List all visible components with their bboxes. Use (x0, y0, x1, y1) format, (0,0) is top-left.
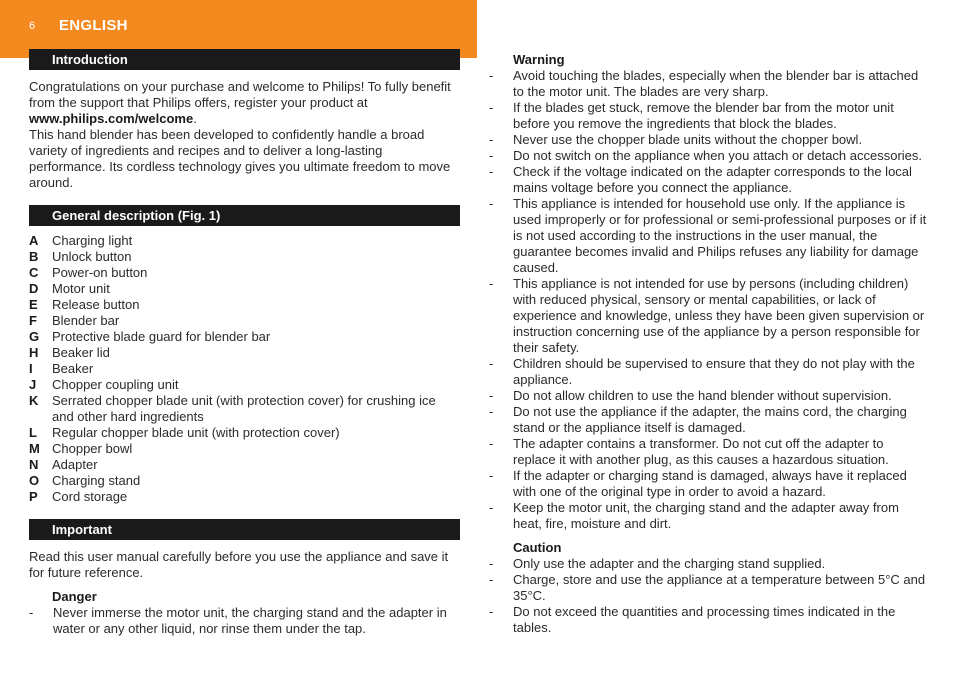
bullet-dash: - (489, 356, 494, 371)
bullet-text: Do not exceed the quantities and processing times indicated in the tables. (513, 604, 896, 635)
bullet-dash: - (489, 468, 494, 483)
bullet-item (489, 100, 929, 132)
intro-paragraph-2: This hand blender has been developed to confidently handle a broad variety of ingredients and recipes and to deliver a long-lasting performance. Its cordless technology gives you ultimate freedom to move around. (29, 127, 451, 190)
bullet-item (489, 468, 929, 500)
bullet-text: If the blades get stuck, remove the blender bar from the motor unit before you remove the ingredients that block the blades. (513, 100, 894, 131)
bullet-item (29, 605, 460, 637)
bullet-item (489, 196, 929, 276)
parts-list-item (29, 233, 460, 249)
bullet-dash: - (489, 100, 494, 115)
bullet-dash: - (29, 605, 34, 620)
bullet-text: Never immerse the motor unit, the charging stand and the adapter in water or any other liquid, nor rinse them under the tap. (53, 605, 447, 636)
bullet-text: Do not use the appliance if the adapter, the mains cord, the charging stand or the appliance itself is damaged. (513, 404, 907, 435)
bullet-dash: - (489, 148, 494, 163)
bullet-text: Only use the adapter and the charging stand supplied. (513, 556, 826, 571)
danger-list (29, 605, 460, 637)
parts-list-item (29, 361, 460, 377)
bullet-text: Children should be supervised to ensure that they do not play with the appliance. (513, 356, 915, 387)
parts-list-item (29, 345, 460, 361)
part-label: Chopper bowl (52, 441, 133, 456)
page-number: 6 (29, 20, 36, 32)
parts-list-item (29, 393, 460, 425)
parts-list-item (29, 425, 460, 441)
part-label: Serrated chopper blade unit (with protection cover) for crushing ice and other hard ingredients (52, 393, 436, 424)
bullet-dash: - (489, 572, 494, 587)
bullet-text: This appliance is not intended for use by persons (including children) with reduced physical, sensory or mental capabilities, or lack of experience and knowledge, unless they have been given supervision or instruction concerning use of the appliance by a person responsible for their safety. (513, 276, 925, 355)
parts-list (29, 233, 460, 505)
bullet-dash: - (489, 276, 494, 291)
part-letter: F (29, 313, 37, 328)
registration-link[interactable]: www.philips.com/welcome (29, 111, 194, 126)
warning-heading: Warning (513, 52, 565, 67)
left-column (29, 49, 460, 637)
important-heading: Important (29, 519, 460, 540)
bullet-item (489, 572, 929, 604)
parts-list-item (29, 297, 460, 313)
bullet-item (489, 148, 929, 164)
bullet-text: If the adapter or charging stand is damaged, always have it replaced with one of the original type in order to avoid a hazard. (513, 468, 907, 499)
part-label: Charging stand (52, 473, 141, 488)
bullet-dash: - (489, 388, 494, 403)
bullet-text: Never use the chopper blade units without the chopper bowl. (513, 132, 863, 147)
bullet-text: Charge, store and use the appliance at a temperature between 5°C and 35°C. (513, 572, 926, 603)
general-description-heading: General description (Fig. 1) (29, 205, 460, 226)
bullet-text: Do not allow children to use the hand blender without supervision. (513, 388, 892, 403)
bullet-text: Do not switch on the appliance when you attach or detach accessories. (513, 148, 923, 163)
bullet-item (489, 404, 929, 436)
warning-list (489, 68, 929, 532)
bullet-item (489, 604, 929, 636)
part-letter: J (29, 377, 37, 392)
part-label: Chopper coupling unit (52, 377, 179, 392)
bullet-text: The adapter contains a transformer. Do not cut off the adapter to replace it with another plug, as this causes a hazardous situation. (513, 436, 889, 467)
parts-list-item (29, 329, 460, 345)
parts-list-item (29, 473, 460, 489)
part-label: Beaker lid (52, 345, 110, 360)
bullet-item (489, 556, 929, 572)
part-letter: E (29, 297, 38, 312)
bullet-item (489, 68, 929, 100)
danger-heading: Danger (52, 589, 97, 604)
bullet-item (489, 500, 929, 532)
part-label: Release button (52, 297, 140, 312)
part-label: Blender bar (52, 313, 120, 328)
bullet-dash: - (489, 500, 494, 515)
part-letter: C (29, 265, 39, 280)
bullet-text: Check if the voltage indicated on the adapter corresponds to the local mains voltage before you connect the appliance. (513, 164, 912, 195)
introduction-heading: Introduction (29, 49, 460, 70)
language-title: ENGLISH (59, 17, 128, 34)
part-label: Cord storage (52, 489, 128, 504)
part-label: Adapter (52, 457, 98, 472)
parts-list-item (29, 265, 460, 281)
part-letter: G (29, 329, 40, 344)
part-letter: B (29, 249, 39, 264)
bullet-text: Keep the motor unit, the charging stand and the adapter away from heat, fire, moisture and dirt. (513, 500, 899, 531)
bullet-dash: - (489, 556, 494, 571)
part-label: Protective blade guard for blender bar (52, 329, 271, 344)
bullet-dash: - (489, 196, 494, 211)
parts-list-item (29, 249, 460, 265)
bullet-item (489, 276, 929, 356)
part-label: Regular chopper blade unit (with protection cover) (52, 425, 340, 440)
part-label: Charging light (52, 233, 133, 248)
part-letter: H (29, 345, 39, 360)
caution-list (489, 556, 929, 636)
parts-list-item (29, 313, 460, 329)
intro-text: Congratulations on your purchase and welcome to Philips! To fully benefit from the support that Philips offers, register your product at (29, 79, 451, 110)
bullet-dash: - (489, 404, 494, 419)
part-letter: D (29, 281, 39, 296)
right-column (489, 52, 929, 636)
part-label: Power-on button (52, 265, 148, 280)
parts-list-item (29, 489, 460, 505)
bullet-dash: - (489, 604, 494, 619)
intro-text-end: . (193, 111, 197, 126)
important-intro: Read this user manual carefully before you use the appliance and save it for future reference. (29, 549, 449, 580)
parts-list-item (29, 457, 460, 473)
parts-list-item (29, 281, 460, 297)
part-letter: I (29, 361, 33, 376)
bullet-item (489, 388, 929, 404)
part-label: Unlock button (52, 249, 132, 264)
bullet-dash: - (489, 132, 494, 147)
bullet-text: Avoid touching the blades, especially when the blender bar is attached to the motor unit. The blades are very sharp. (513, 68, 919, 99)
parts-list-item (29, 377, 460, 393)
bullet-dash: - (489, 164, 494, 179)
bullet-item (489, 164, 929, 196)
bullet-item (489, 356, 929, 388)
part-letter: L (29, 425, 37, 440)
bullet-item (489, 436, 929, 468)
bullet-dash: - (489, 68, 494, 83)
caution-heading: Caution (513, 540, 562, 555)
part-letter: P (29, 489, 38, 504)
part-letter: N (29, 457, 39, 472)
intro-paragraph (29, 79, 460, 127)
part-label: Beaker (52, 361, 94, 376)
part-letter: O (29, 473, 40, 488)
part-letter: K (29, 393, 39, 408)
part-letter: A (29, 233, 39, 248)
parts-list-item (29, 441, 460, 457)
bullet-dash: - (489, 436, 494, 451)
part-letter: M (29, 441, 40, 456)
bullet-item (489, 132, 929, 148)
part-label: Motor unit (52, 281, 110, 296)
bullet-text: This appliance is intended for household use only. If the appliance is used improperly or for professional or semi-professional purposes or if it is not used according to the instructions in the user manual, the guarantee becomes invalid and Philips refuses any liability for damage caused. (513, 196, 927, 275)
